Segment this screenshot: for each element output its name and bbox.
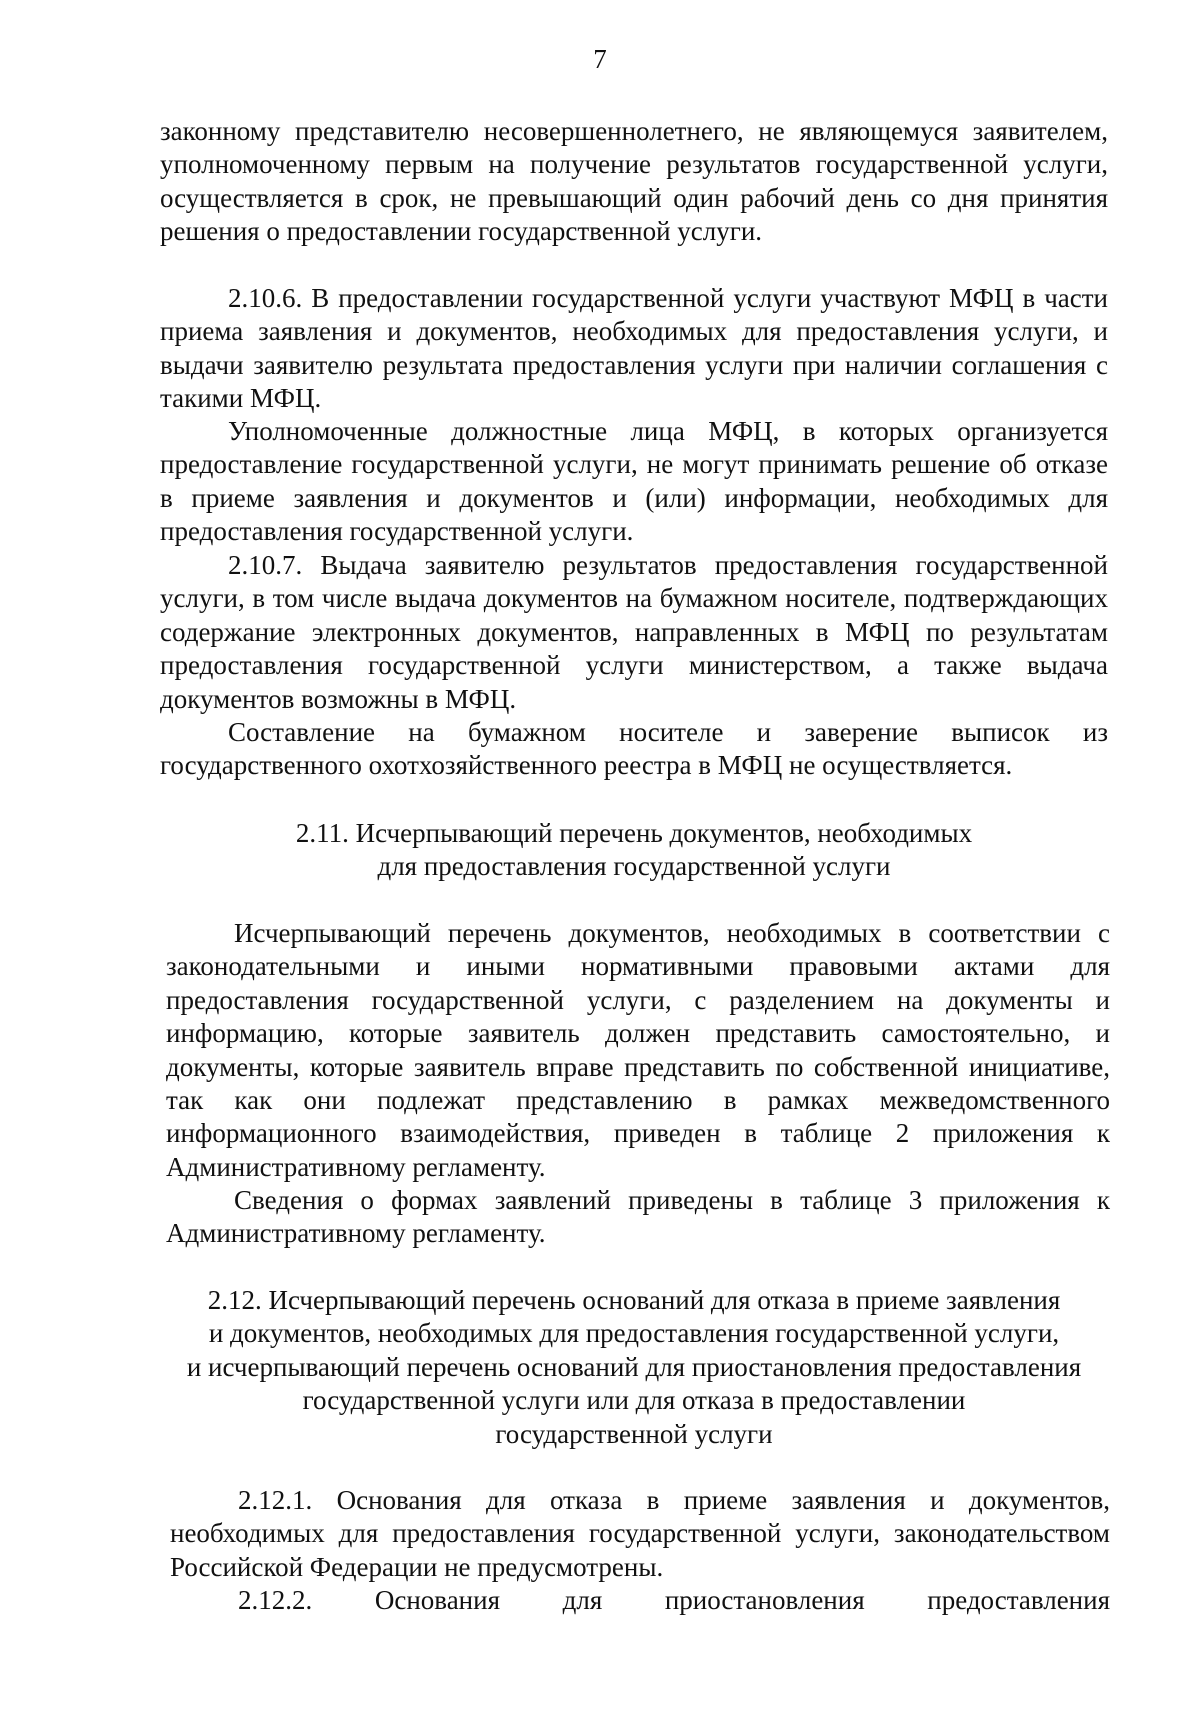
paragraph-2-12-1: 2.12.1. Основания для отказа в приеме заявления и документов, необходимых для предоставления государственной услуги, законодательством Российской Федерации не предусмотрены.: [170, 1485, 1110, 1582]
heading-2-12-line-3: и исчерпывающий перечень оснований для приостановления предоставления: [186, 1351, 1082, 1382]
paragraph-2-12-2: 2.12.2. Основания для приостановления предоставления: [238, 1585, 1110, 1615]
heading-2-11-line-1: 2.11. Исчерпывающий перечень документов, необходимых: [295, 818, 973, 848]
paragraph-2-10-7: 2.10.7. Выдача заявителю результатов предоставления государственной услуги, в том числе выдача документов на бумажном носителе, подтверждающих содержание электронных документов, направленных в МФЦ по результатам предоставления государственной услуги министерством, а также выдача документов возможны в МФЦ.: [160, 550, 1108, 714]
heading-2-12-line-1: 2.12. Исчерпывающий перечень оснований для отказа в приеме заявления: [207, 1285, 1061, 1315]
heading-2-12-line-5: государственной услуги: [495, 1418, 773, 1449]
heading-2-11-line-2: для предоставления государственной услуги: [377, 851, 891, 882]
paragraph-documents-list: Исчерпывающий перечень документов, необходимых в соответствии с законодательными и иными нормативными правовыми актами для предоставления государственной услуги, с разделением на документы и информацию, которые заявитель должен представить самостоятельно, и документы, которые заявитель вправе представить по собственной инициативе, так как они подлежат представлению в рамках межведомственного информационного взаимодействия, приведен в таблице 2 приложения к Административному регламенту.: [166, 918, 1110, 1182]
heading-2-12-line-2: и документов, необходимых для предоставления государственной услуги,: [208, 1318, 1060, 1349]
section-heading-2-11: [160, 817, 1108, 884]
heading-2-12-line-4: государственной услуги или для отказа в предоставлении: [302, 1385, 966, 1416]
paragraph-mfc-officials: Уполномоченные должностные лица МФЦ, в которых организуется предоставление государственной услуги, не могут принимать решение об отказе в приеме заявления и документов и (или) информации, необходимых для предоставления государственной услуги.: [160, 416, 1108, 547]
paragraph-continuation: законному представителю несовершеннолетнего, не являющемуся заявителем, уполномоченному первым на получение результатов государственной услуги, осуществляется в срок, не превышающий один рабочий день со дня принятия решения о предоставлении государственной услуги.: [160, 116, 1108, 247]
section-heading-2-12: [160, 1284, 1108, 1451]
paragraph-2-10-6: 2.10.6. В предоставлении государственной услуги участвуют МФЦ в части приема заявления и документов, необходимых для предоставления услуги, и выдачи заявителю результата предоставления услуги при наличии соглашения с такими МФЦ.: [160, 283, 1108, 414]
paragraph-registry-extracts: Составление на бумажном носителе и заверение выписок из государственного охотхозяйственного реестра в МФЦ не осуществляется.: [160, 717, 1108, 781]
page-number: 7: [593, 44, 607, 74]
paragraph-application-forms: Сведения о формах заявлений приведены в таблице 3 приложения к Административному регламенту.: [166, 1185, 1110, 1249]
